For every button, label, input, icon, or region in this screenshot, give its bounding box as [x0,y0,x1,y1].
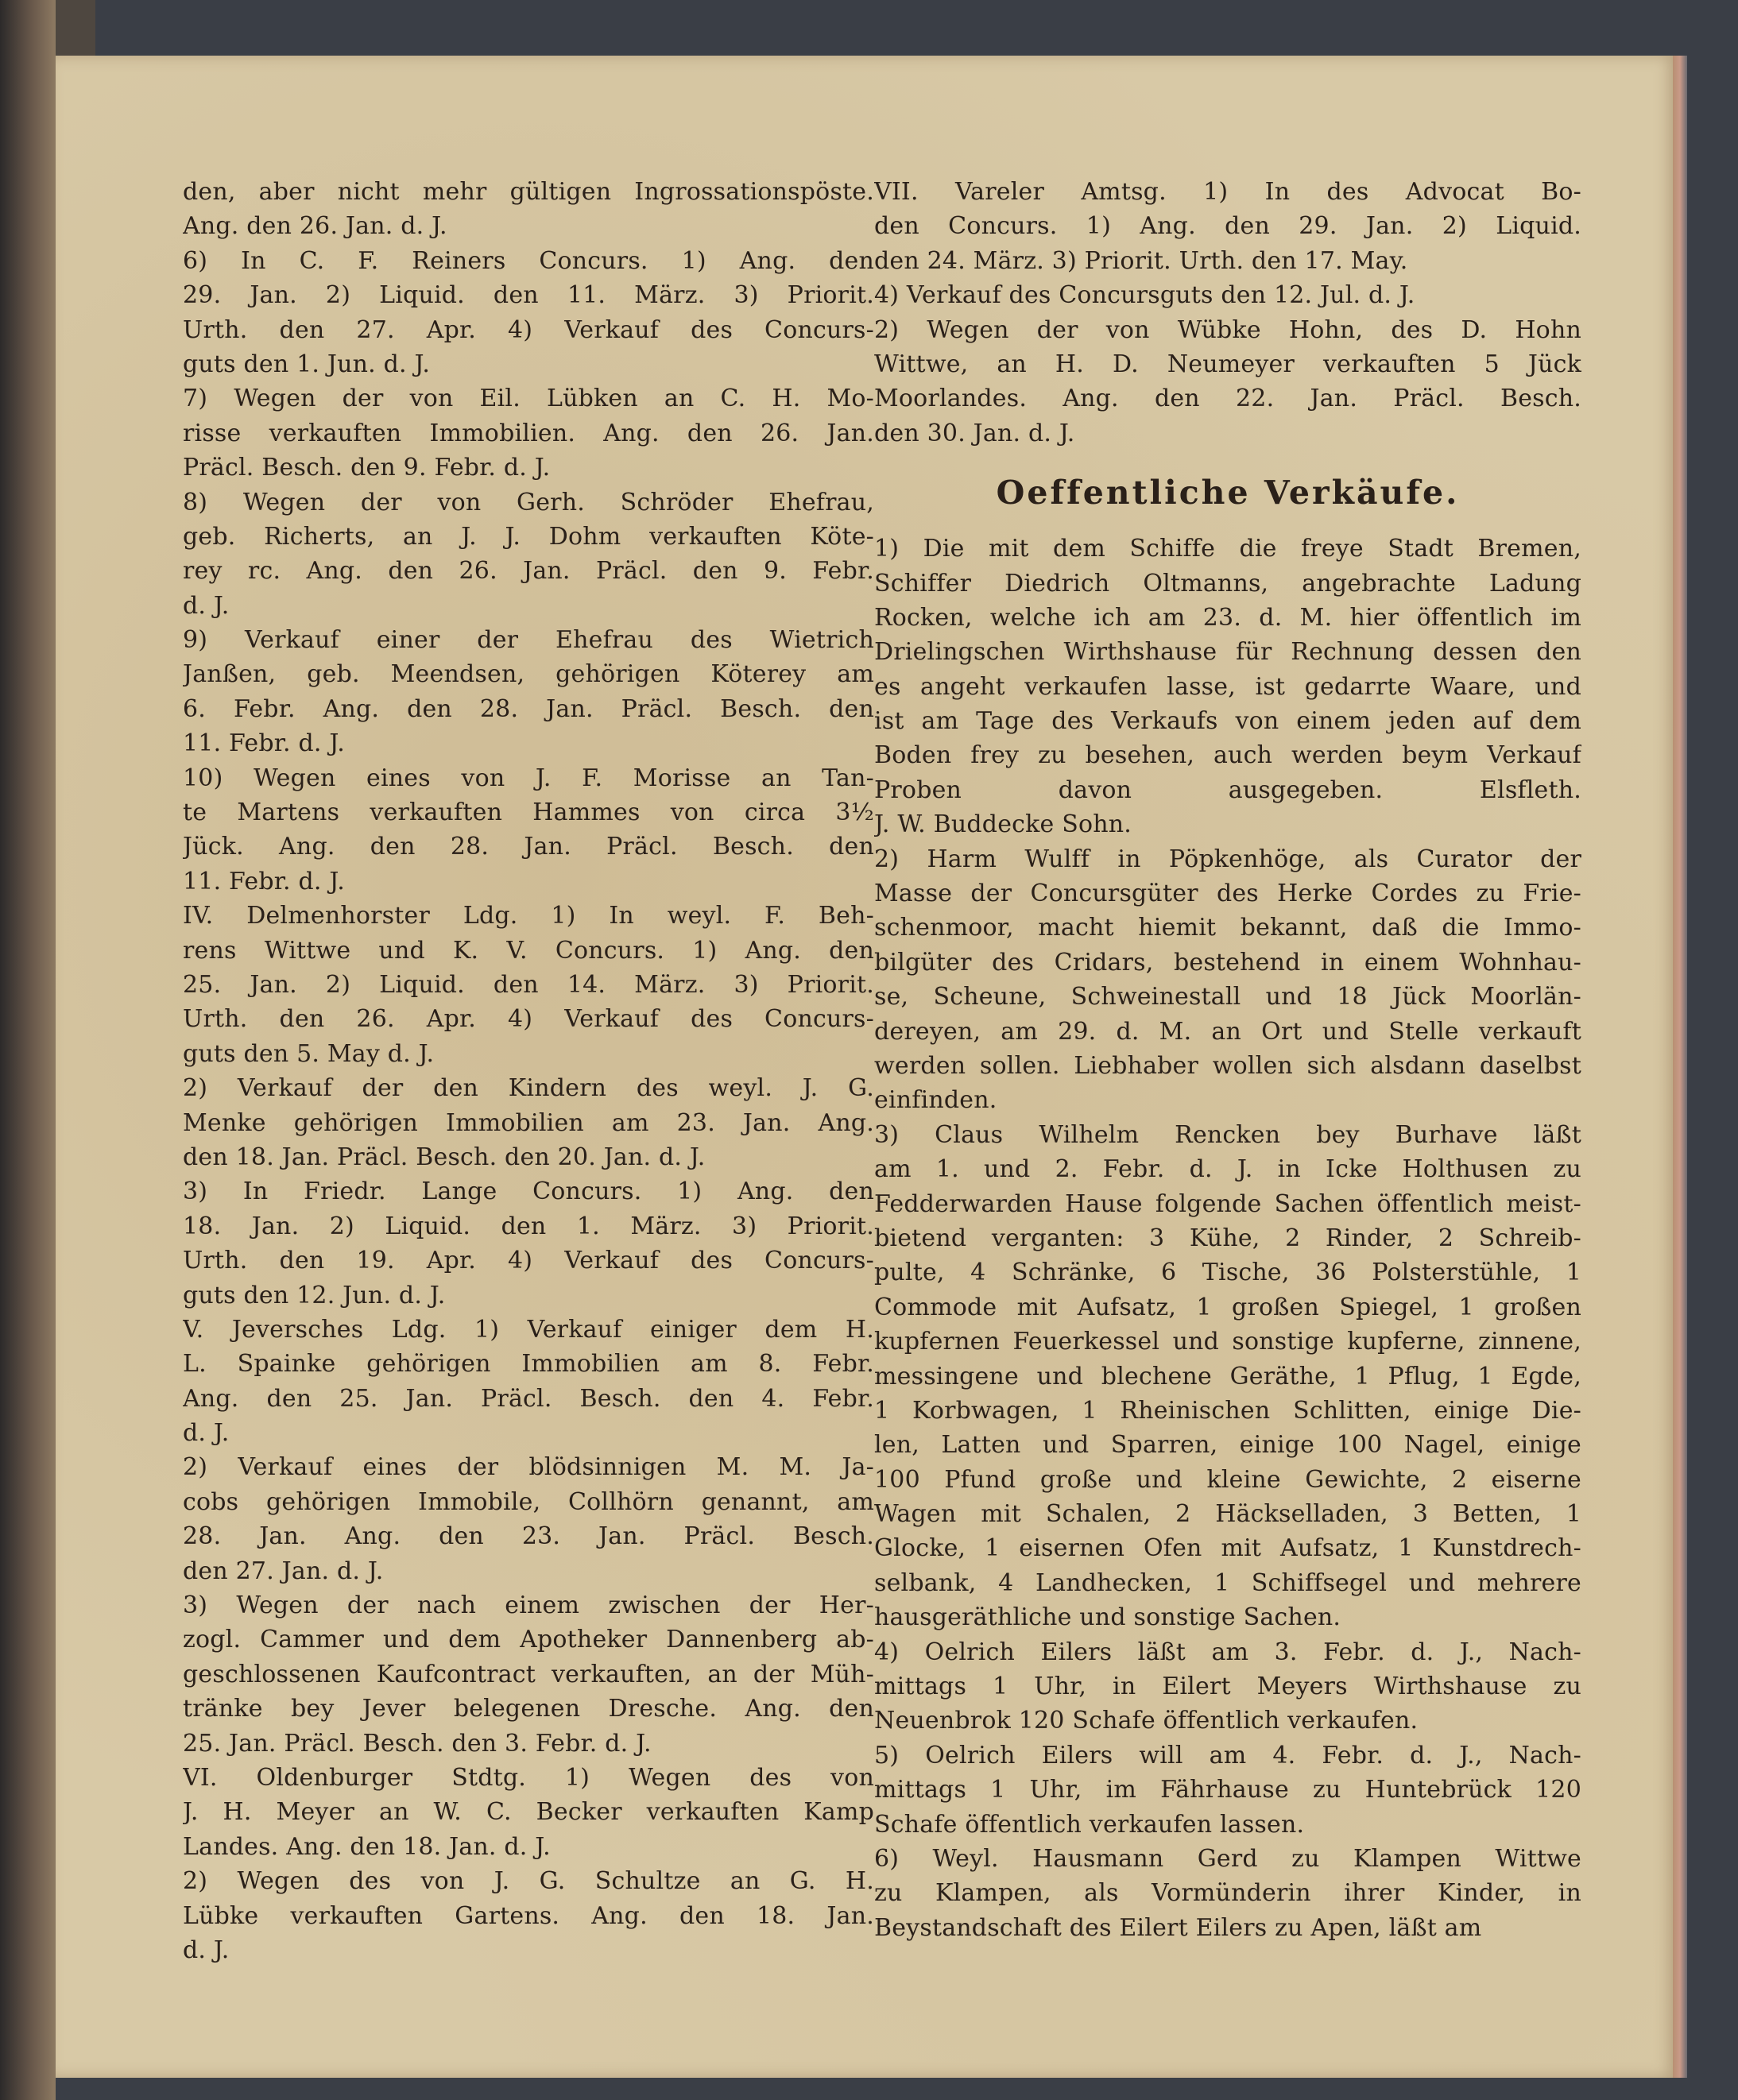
text-line: rey rc. Ang. den 26. Jan. Präcl. den 9. Febr. [183,557,874,586]
text-line: Jück. Ang. den 28. Jan. Präcl. Besch. den [183,833,874,861]
text-line: IV. Delmenhorster Ldg. 1) In weyl. F. Beh- [183,902,874,930]
text-line: mittags 1 Uhr, in Eilert Meyers Wirthshause zu [874,1673,1581,1701]
text-line: 4) Oelrich Eilers läßt am 3. Febr. d. J., Nach- [874,1638,1581,1666]
text-line: 7) Wegen der von Eil. Lübken an C. H. Mo- [183,385,874,413]
text-line: 5) Oelrich Eilers will am 4. Febr. d. J., Nach- [874,1741,1581,1769]
text-line: Proben davon ausgegeben. Elsfleth. [874,775,1581,804]
text-line: 10) Wegen eines von J. F. Morisse an Tan- [183,764,874,792]
text-line: 1 Korbwagen, 1 Rheinischen Schlitten, einige Die- [874,1396,1581,1425]
text-line: zogl. Cammer und dem Apotheker Dannenberg ab- [183,1626,874,1654]
text-line: 11. Febr. d. J. [183,867,346,895]
text-line: 6) Weyl. Hausmann Gerd zu Klampen Wittwe [874,1844,1581,1873]
text-line: 3) Claus Wilhelm Rencken bey Burhave läßt [874,1120,1581,1149]
text-line: d. J. [183,1936,230,1964]
text-line: Landes. Ang. den 18. Jan. d. J. [183,1832,551,1861]
text-line: 8) Wegen der von Gerh. Schröder Ehefrau, [183,488,874,516]
text-line: 29. Jan. 2) Liquid. den 11. März. 3) Priorit. [183,281,874,310]
text-line: bilgüter des Cridars, bestehend in einem Wohnhau- [874,948,1581,977]
text-line: zu Klampen, als Vormünderin ihrer Kinder, in [874,1879,1581,1908]
text-line: Schiffer Diedrich Oltmanns, angebrachte Ladung [874,569,1581,598]
text-line: 2) Verkauf der den Kindern des weyl. J. G. [183,1074,874,1103]
text-line: VI. Oldenburger Stdtg. 1) Wegen des von [183,1763,874,1792]
text-line: Moorlandes. Ang. den 22. Jan. Präcl. Besch. [874,385,1581,413]
text-line: Präcl. Besch. den 9. Febr. d. J. [183,454,551,482]
text-line: risse verkauften Immobilien. Ang. den 26. Jan. [183,419,874,447]
text-line: Menke gehörigen Immobilien am 23. Jan. Ang. [183,1108,874,1137]
text-line: bietend verganten: 3 Kühe, 2 Rinder, 2 Schreib- [874,1224,1581,1252]
text-line: Boden frey zu besehen, auch werden beym Verkauf [874,741,1581,770]
text-line: messingene und blechene Geräthe, 1 Pflug, 1 Egde, [874,1362,1581,1390]
text-line: Masse der Concursgüter des Herke Cordes zu Frie- [874,880,1581,908]
text-line: Glocke, 1 eisernen Ofen mit Aufsatz, 1 Kunstdrech- [874,1534,1581,1563]
text-line: Urth. den 27. Apr. 4) Verkauf des Concurs- [183,315,874,344]
text-line: Neuenbrok 120 Schafe öffentlich verkaufen. [874,1707,1419,1735]
text-line: hausgeräthliche und sonstige Sachen. [874,1603,1341,1632]
text-line: se, Scheune, Schweinestall und 18 Jück Moorlän- [874,983,1581,1011]
text-line: 25. Jan. 2) Liquid. den 14. März. 3) Priorit. [183,970,874,999]
text-line: len, Latten und Sparren, einige 100 Nagel, einige [874,1431,1581,1460]
text-line: guts den 12. Jun. d. J. [183,1281,446,1309]
text-line: 2) Wegen des von J. G. Schultze an G. H. [183,1867,874,1896]
text-line: Janßen, geb. Meendsen, gehörigen Köterey am [183,660,874,689]
text-line: Beystandschaft des Eilert Eilers zu Apen, läßt am [874,1913,1482,1942]
text-line: 25. Jan. Präcl. Besch. den 3. Febr. d. J. [183,1729,652,1758]
text-line: Fedderwarden Hause folgende Sachen öffentlich meist- [874,1189,1581,1218]
text-line: 11. Febr. d. J. [183,729,346,758]
text-line: VII. Vareler Amtsg. 1) In des Advocat Bo- [874,178,1581,206]
text-line: pulte, 4 Schränke, 6 Tische, 36 Polsterstühle, 1 [874,1259,1581,1287]
text-line: es angeht verkaufen lasse, ist gedarrte Waare, und [874,672,1581,701]
text-line: den 27. Jan. d. J. [183,1557,384,1585]
text-line: 1) Die mit dem Schiffe die freye Stadt Bremen, [874,535,1581,563]
text-line: 3) In Friedr. Lange Concurs. 1) Ang. den [183,1178,874,1206]
text-line: Wagen mit Schalen, 2 Häckselladen, 3 Betten, 1 [874,1500,1581,1529]
text-line: den 24. März. 3) Priorit. Urth. den 17. May. [874,246,1408,275]
text-line: 4) Verkauf des Concursguts den 12. Jul. d. J. [874,281,1415,310]
text-line: Wittwe, an H. D. Neumeyer verkauften 5 Jück [874,350,1581,378]
text-line: 2) Harm Wulff in Pöpkenhöge, als Curator der [874,845,1581,873]
text-line: dereyen, am 29. d. M. an Ort und Stelle verkauft [874,1017,1581,1046]
text-line: den 18. Jan. Präcl. Besch. den 20. Jan. d. J. [183,1143,706,1171]
text-line: 28. Jan. Ang. den 23. Jan. Präcl. Besch. [183,1522,874,1551]
text-line: cobs gehörigen Immobile, Collhörn genannt, am [183,1487,874,1516]
text-line: guts den 1. Jun. d. J. [183,350,431,378]
text-line: 6. Febr. Ang. den 28. Jan. Präcl. Besch. den [183,694,874,723]
text-line: Urth. den 19. Apr. 4) Verkauf des Concurs- [183,1247,874,1275]
scanned-page [56,56,1677,2078]
text-line: J. H. Meyer an W. C. Becker verkauften Kamp [183,1798,874,1827]
text-line: 2) Verkauf eines der blödsinnigen M. M. Ja- [183,1453,874,1482]
text-line: werden sollen. Liebhaber wollen sich alsdann daselbst [874,1051,1581,1080]
text-line: 18. Jan. 2) Liquid. den 1. März. 3) Priorit. [183,1212,874,1240]
text-line: d. J. [183,1419,230,1448]
text-line: 2) Wegen der von Wübke Hohn, des D. Hohn [874,315,1581,344]
text-line: Urth. den 26. Apr. 4) Verkauf des Concurs- [183,1005,874,1034]
text-line: den Concurs. 1) Ang. den 29. Jan. 2) Liquid. [874,212,1581,241]
text-line: 100 Pfund große und kleine Gewichte, 2 eiserne [874,1465,1581,1494]
text-line: einfinden. [874,1086,997,1115]
text-line: 9) Verkauf einer der Ehefrau des Wietrich [183,626,874,655]
text-line: geschlossenen Kaufcontract verkauften, an der Müh- [183,1660,874,1688]
text-line: tränke bey Jever belegenen Dresche. Ang. den [183,1695,874,1723]
text-line: L. Spainke gehörigen Immobilien am 8. Febr. [183,1350,874,1379]
text-line: J. W. Buddecke Sohn. [874,810,1132,839]
text-line: den 30. Jan. d. J. [874,419,1075,447]
text-line: mittags 1 Uhr, im Fährhause zu Huntebrück 120 [874,1776,1581,1804]
text-line: am 1. und 2. Febr. d. J. in Icke Holthusen zu [874,1155,1581,1184]
text-line: 6) In C. F. Reiners Concurs. 1) Ang. den [183,246,874,275]
right-text-column [874,175,1581,1945]
text-line: den, aber nicht mehr gültigen Ingrossationspöste. [183,178,874,206]
text-line: Rocken, welche ich am 23. d. M. hier öffentlich im [874,603,1581,632]
left-text-column [183,175,874,1967]
text-line: d. J. [183,591,230,620]
page-edge [1673,56,1687,2078]
text-line: selbank, 4 Landhecken, 1 Schiffsegel und mehrere [874,1568,1581,1597]
text-line: Ang. den 26. Jan. d. J. [183,212,447,241]
text-line: Drielingschen Wirthshause für Rechnung dessen den [874,638,1581,667]
text-line: Ang. den 25. Jan. Präcl. Besch. den 4. Febr. [183,1384,874,1413]
book-binding [0,0,56,2100]
text-line: geb. Richerts, an J. J. Dohm verkauften Köte- [183,522,874,551]
text-line: Schafe öffentlich verkaufen lassen. [874,1810,1305,1839]
section-heading: Oeffentliche Verkäufe. [996,474,1460,512]
text-line: schenmoor, macht hiemit bekannt, daß die Immo- [874,914,1581,942]
text-line: rens Wittwe und K. V. Concurs. 1) Ang. den [183,936,874,965]
text-line: guts den 5. May d. J. [183,1039,435,1068]
text-line: kupfernen Feuerkessel und sonstige kupferne, zinnene, [874,1328,1581,1356]
text-line: te Martens verkauften Hammes von circa 3½ [183,799,874,827]
text-line: 3) Wegen der nach einem zwischen der Her- [183,1591,874,1620]
text-line: Lübke verkauften Gartens. Ang. den 18. Jan. [183,1901,874,1930]
text-line: ist am Tage des Verkaufs von einem jeden auf dem [874,707,1581,736]
text-line: Commode mit Aufsatz, 1 großen Spiegel, 1 großen [874,1293,1581,1321]
text-line: V. Jeversches Ldg. 1) Verkauf einiger dem H. [183,1315,874,1344]
